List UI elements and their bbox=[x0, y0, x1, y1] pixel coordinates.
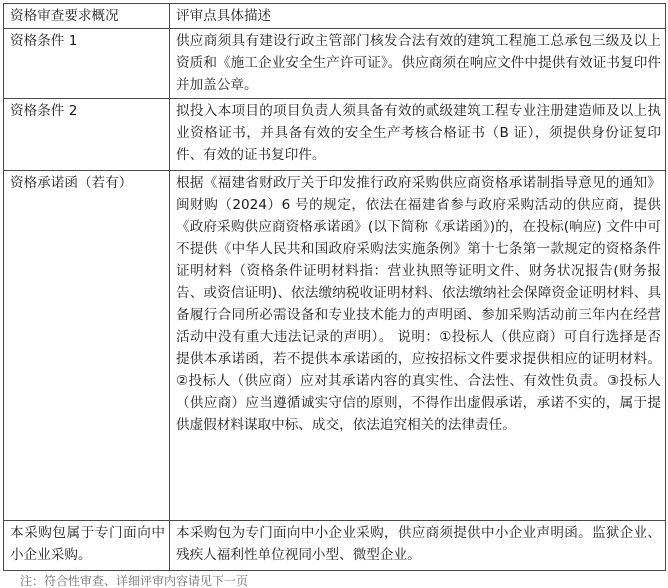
table-row bbox=[4, 521, 666, 571]
table-row bbox=[4, 99, 666, 171]
row-description: 拟投入本项目的项目负责人须具备有效的贰级建筑工程专业注册建造师及以上执业资格证书，并具备有效的安全生产考核合格证书（B 证），须提供身份证复印件、有效的证书复印件。 bbox=[170, 99, 666, 171]
table-row bbox=[4, 171, 666, 521]
table-header-row bbox=[4, 4, 666, 29]
header-cell-overview: 资格审查要求概况 bbox=[4, 4, 170, 29]
qualification-requirements-table bbox=[3, 3, 666, 571]
row-description: 供应商须具有建设行政主管部门核发合法有效的建筑工程施工总承包三级及以上资质和《施工企业安全生产许可证》。供应商须在响应文件中提供有效证书复印件并加盖公章。 bbox=[170, 29, 666, 99]
row-label: 资格承诺函（若有） bbox=[4, 171, 170, 521]
row-label: 资格条件 2 bbox=[4, 99, 170, 171]
table-row bbox=[4, 29, 666, 99]
footnote-text: 注：符合性审查、详细评审内容请见下一页 bbox=[20, 574, 249, 588]
row-description: 本采购包为专门面向中小企业采购，供应商须提供中小企业声明函。监狱企业、残疾人福利性单位视同小型、微型企业。 bbox=[170, 521, 666, 571]
row-description: 根据《福建省财政厅关于印发推行政府采购供应商资格承诺制指导意见的通知》闽财购（2024）6 号的规定，依法在福建省参与政府采购活动的供应商，提供《政府采购供应商资格承诺函》(以下简称《承诺函》)的，在投标(响应) 文件中可不提供《中华人民共和国政府采购法实施条例》第十七条第一款规定的资格条件证明材料（资格条件证明材料指：营业执照等证明文件、财务状况报告(财务报告、或资信证明)、依法缴纳税收证明材料、依法缴纳社会保障资金证明材料、具备履行合同所必需设备和专业技术能力的声明函、参加采购活动前三年内在经营活动中没有重大违法记录的声明）。 说明：①投标人（供应商）可自行选择是否提供本承诺函，若不提供本承诺函的，应按招标文件要求提供相应的证明材料。②投标人（供应商）应对其承诺内容的真实性、合法性、有效性负责。③投标人（供应商）应当遵循诚实守信的原则，不得作出虚假承诺，承诺不实的，属于提供虚假材料谋取中标、成交，依法追究相关的法律责任。 bbox=[170, 171, 666, 521]
row-label: 本采购包属于专门面向中小企业采购。 bbox=[4, 521, 170, 571]
header-cell-description: 评审点具体描述 bbox=[170, 4, 666, 29]
row-label: 资格条件 1 bbox=[4, 29, 170, 99]
